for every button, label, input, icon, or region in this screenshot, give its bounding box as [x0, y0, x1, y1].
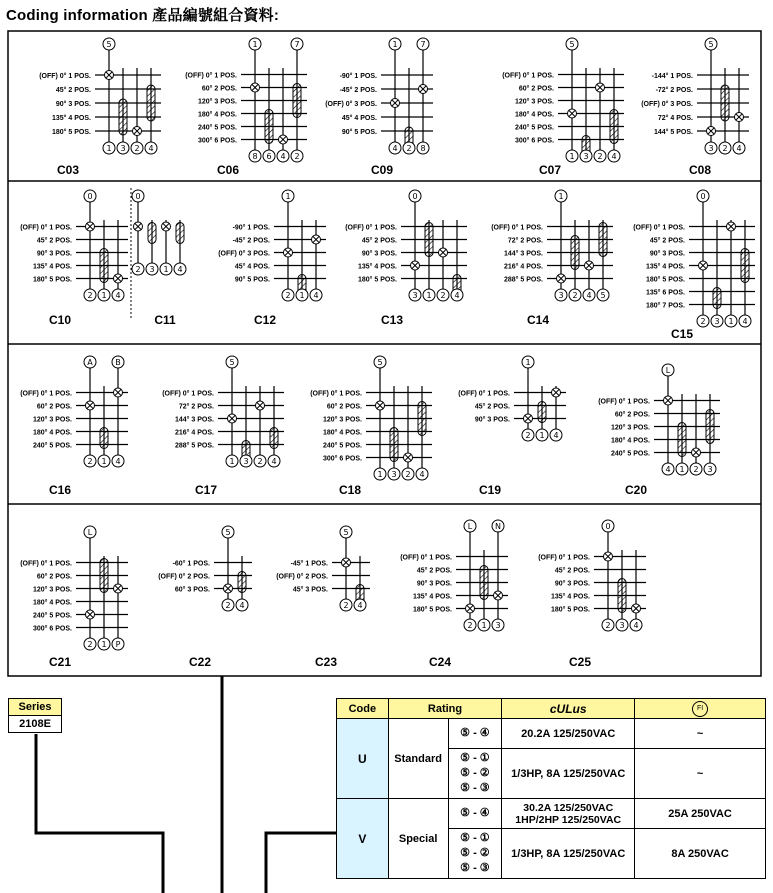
top-terminal-label: L: [665, 366, 671, 375]
position-label: 180° 4 POS.: [198, 111, 237, 119]
position-label: 240° 5 POS.: [611, 450, 650, 458]
bottom-terminal-label: 2: [405, 470, 411, 479]
position-label: 180° 4 POS.: [33, 599, 72, 607]
pin-pair: ⑤ - ①: [460, 832, 490, 844]
bridge-contact: [713, 288, 721, 309]
bottom-terminal-label: 3: [243, 457, 249, 466]
pin-pair: ⑤ - ②: [460, 767, 490, 779]
bridge-contact: [721, 85, 729, 121]
code-block-c17: [162, 356, 284, 497]
code-name: C24: [428, 655, 452, 669]
code-block-c20: [598, 364, 720, 497]
position-label: 60° 2 POS.: [36, 403, 72, 411]
top-terminal-label: B: [115, 358, 121, 367]
bridge-contact: [538, 402, 546, 423]
position-label: 288° 5 POS.: [504, 276, 543, 284]
bottom-terminal-label: 1: [299, 291, 305, 300]
code-block-c13: [345, 190, 467, 327]
position-label: 135° 6 POS.: [646, 289, 685, 297]
position-label: -90° 1 POS.: [232, 224, 270, 232]
code-name: C25: [568, 655, 592, 669]
bottom-terminal-label: 5: [600, 291, 606, 300]
code-block-c18: [310, 356, 432, 497]
position-label: (OFF) 0° 2 POS.: [276, 573, 328, 581]
bottom-terminal-label: 3: [558, 291, 564, 300]
bottom-terminal-label: 4: [633, 621, 639, 630]
bottom-terminal-label: 1: [106, 144, 112, 153]
position-label: 90° 5 POS.: [234, 276, 270, 284]
bridge-contact: [480, 566, 488, 600]
top-terminal-label: A: [87, 358, 93, 367]
position-label: -45° 2 POS.: [339, 87, 377, 94]
position-label: (OFF) 0° 1 POS.: [458, 390, 510, 398]
code-name: C20: [624, 483, 648, 497]
bottom-terminal-label: 1: [426, 291, 432, 300]
bottom-terminal-label: 4: [148, 144, 154, 153]
ul-rating: 20.2A 125/250VAC: [502, 719, 635, 749]
position-label: 45° 2 POS.: [474, 403, 510, 411]
top-terminal-label: 1: [558, 192, 564, 201]
bridge-contact: [418, 402, 426, 436]
bottom-terminal-label: 2: [285, 291, 291, 300]
series-box: [8, 698, 62, 733]
fi-rating: ~: [635, 749, 766, 799]
col-fi: [635, 699, 766, 719]
fi-logo: FI: [692, 701, 708, 717]
top-terminal-label: 1: [525, 358, 531, 367]
position-label: 300° 6 POS.: [198, 137, 237, 145]
code-name: C03: [56, 163, 80, 177]
position-label: -60° 1 POS.: [172, 560, 210, 568]
position-label: 120° 3 POS.: [515, 98, 554, 106]
position-label: 135° 4 POS.: [646, 263, 685, 271]
code-name: C18: [338, 483, 362, 497]
position-label: 144° 3 POS.: [175, 416, 214, 424]
position-label: 60° 2 POS.: [36, 573, 72, 581]
position-label: 90° 3 POS.: [554, 580, 590, 588]
bottom-terminal-label: 3: [619, 621, 625, 630]
top-terminal-label: 0: [605, 522, 611, 531]
ul-rating: 30.2A 125/250VAC 1HP/2HP 125/250VAC: [502, 799, 635, 829]
position-label: 45° 2 POS.: [55, 87, 91, 94]
bottom-terminal-label: 2: [440, 291, 446, 300]
position-label: (OFF) 0° 3 POS.: [641, 101, 693, 108]
series-value: 2108E: [19, 718, 51, 730]
code-block-c09: [325, 38, 433, 177]
bottom-terminal-label: 2: [225, 601, 231, 610]
bridge-contact: [100, 559, 108, 593]
bottom-terminal-label: 4: [280, 152, 286, 161]
top-terminal-label: 5: [377, 358, 383, 367]
code-block-c16: [20, 356, 128, 497]
position-label: 120° 3 POS.: [323, 416, 362, 424]
page-title: Coding information 產品編號組合資料:: [6, 7, 280, 24]
bottom-terminal-label: 1: [163, 265, 169, 274]
code-block-c25: [538, 520, 646, 669]
position-label: 60° 2 POS.: [614, 411, 650, 419]
position-label: (OFF) 0° 1 POS.: [502, 72, 554, 80]
bottom-terminal-label: 2: [597, 152, 603, 161]
top-terminal-label: N: [495, 522, 501, 531]
bridge-contact: [678, 423, 686, 457]
top-terminal-label: 1: [285, 192, 291, 201]
position-label: 300° 6 POS.: [515, 137, 554, 145]
bottom-terminal-label: 2: [134, 144, 140, 153]
bottom-terminal-label: 8: [420, 144, 426, 153]
pin-pairs: [448, 829, 502, 879]
position-label: 45° 2 POS.: [361, 237, 397, 245]
position-label: 90° 5 POS.: [341, 129, 377, 136]
position-label: 180° 5 POS.: [551, 606, 590, 614]
position-label: 45° 2 POS.: [554, 567, 590, 575]
position-label: 72° 4 POS.: [657, 115, 693, 122]
code-name: C12: [253, 313, 277, 327]
position-label: (OFF) 0° 1 POS.: [491, 224, 543, 232]
position-label: (OFF) 0° 1 POS.: [20, 390, 72, 398]
code-name: C07: [538, 163, 562, 177]
bottom-terminal-label: 3: [707, 465, 713, 474]
position-label: (OFF) 0° 1 POS.: [20, 560, 72, 568]
position-label: 72° 2 POS.: [178, 403, 214, 411]
bottom-terminal-label: 2: [257, 457, 263, 466]
position-label: 240° 5 POS.: [33, 442, 72, 450]
bottom-terminal-label: 2: [87, 291, 93, 300]
bridge-contact: [571, 236, 579, 270]
bottom-terminal-label: 2: [135, 265, 141, 274]
position-label: 90° 3 POS.: [474, 416, 510, 424]
bottom-terminal-label: 3: [391, 470, 397, 479]
position-label: 120° 3 POS.: [611, 424, 650, 432]
top-terminal-label: L: [467, 522, 473, 531]
position-label: 180° 4 POS.: [33, 429, 72, 437]
position-label: (OFF) 0° 3 POS.: [218, 250, 270, 258]
position-label: 90° 3 POS.: [36, 250, 72, 258]
bridge-contact: [610, 110, 618, 144]
bottom-terminal-label: 3: [120, 144, 126, 153]
code-name: C14: [526, 313, 550, 327]
ul-logo: cULus: [549, 701, 587, 716]
position-label: -45° 2 POS.: [232, 237, 270, 245]
ul-rating: 1/3HP, 8A 125/250VAC: [502, 829, 635, 879]
position-label: 240° 5 POS.: [198, 124, 237, 132]
position-label: (OFF) 0° 1 POS.: [598, 398, 650, 406]
position-label: 120° 3 POS.: [33, 416, 72, 424]
top-terminal-label: 5: [569, 40, 575, 49]
position-label: (OFF) 0° 1 POS.: [538, 554, 590, 562]
code-block-c11: [132, 190, 186, 327]
bottom-terminal-label: 4: [611, 152, 617, 161]
position-label: -72° 2 POS.: [655, 87, 693, 94]
position-label: (OFF) 0° 1 POS.: [310, 390, 362, 398]
code-name: C19: [478, 483, 502, 497]
position-label: 90° 3 POS.: [416, 580, 452, 588]
bottom-terminal-label: 3: [583, 152, 589, 161]
bridge-contact: [706, 410, 714, 444]
bottom-terminal-label: P: [115, 640, 121, 649]
top-terminal-label: L: [87, 528, 93, 537]
position-label: 135° 4 POS.: [413, 593, 452, 601]
code-name: C23: [314, 655, 338, 669]
bottom-terminal-label: 1: [101, 640, 107, 649]
pin-pair: ⑤ - ④: [448, 719, 502, 749]
top-terminal-label: 1: [252, 40, 258, 49]
top-terminal-label: 0: [87, 192, 93, 201]
bridge-contact: [100, 428, 108, 449]
position-label: (OFF) 0° 1 POS.: [39, 73, 91, 80]
position-label: 288° 5 POS.: [175, 442, 214, 450]
code-block-c24: [400, 520, 508, 669]
pin-pair: ⑤ - ③: [460, 862, 490, 874]
bridge-contact: [265, 110, 273, 144]
pin-pair: ⑤ - ①: [460, 752, 490, 764]
col-rating: Rating: [388, 699, 502, 719]
top-terminal-label: 0: [135, 192, 141, 201]
top-terminal-label: 7: [294, 40, 300, 49]
position-label: 45° 2 POS.: [416, 567, 452, 575]
top-terminal-label: 7: [420, 40, 426, 49]
bottom-terminal-label: 4: [736, 144, 742, 153]
top-terminal-label: 1: [392, 40, 398, 49]
top-terminal-label: 5: [229, 358, 235, 367]
bottom-terminal-label: 1: [377, 470, 383, 479]
bottom-terminal-label: 2: [294, 152, 300, 161]
position-label: 180° 5 POS.: [646, 276, 685, 284]
bottom-terminal-label: 4: [271, 457, 277, 466]
position-label: 180° 4 POS.: [323, 429, 362, 437]
bridge-contact: [390, 428, 398, 462]
top-terminal-label: 5: [106, 40, 112, 49]
position-label: 180° 7 POS.: [646, 302, 685, 310]
top-terminal-label: 0: [700, 192, 706, 201]
bottom-terminal-label: 4: [115, 291, 121, 300]
code-block-c08: [641, 38, 749, 177]
position-label: 135° 4 POS.: [52, 115, 91, 122]
position-label: -45° 1 POS.: [290, 560, 328, 568]
position-label: 90° 3 POS.: [55, 101, 91, 108]
position-label: 300° 6 POS.: [33, 625, 72, 633]
bridge-contact: [741, 249, 749, 283]
bottom-terminal-label: 4: [115, 457, 121, 466]
bottom-terminal-label: 4: [357, 601, 363, 610]
position-label: 180° 5 POS.: [358, 276, 397, 284]
fi-rating: ~: [635, 719, 766, 749]
position-label: -90° 1 POS.: [339, 73, 377, 80]
bridge-contact: [238, 572, 246, 593]
fi-rating: 25A 250VAC: [635, 799, 766, 829]
bottom-terminal-label: 2: [343, 601, 349, 610]
position-label: (OFF) 0° 1 POS.: [633, 224, 685, 232]
position-label: -144° 1 POS.: [651, 73, 693, 80]
bottom-terminal-label: 2: [572, 291, 578, 300]
col-code: Code: [337, 699, 389, 719]
bottom-terminal-label: 1: [481, 621, 487, 630]
position-label: 300° 6 POS.: [323, 455, 362, 463]
bottom-terminal-label: 4: [586, 291, 592, 300]
code-name: C11: [154, 313, 176, 327]
top-terminal-label: 5: [343, 528, 349, 537]
ul-rating: 1/3HP, 8A 125/250VAC: [502, 749, 635, 799]
bridge-contact: [176, 223, 184, 244]
bottom-terminal-label: 2: [722, 144, 728, 153]
position-label: 135° 4 POS.: [358, 263, 397, 271]
code-name: C10: [48, 313, 72, 327]
position-label: 240° 5 POS.: [323, 442, 362, 450]
position-label: 180° 4 POS.: [515, 111, 554, 119]
bottom-terminal-label: 2: [605, 621, 611, 630]
position-label: (OFF) 0° 1 POS.: [400, 554, 452, 562]
bottom-terminal-label: 4: [553, 431, 559, 440]
code-name: C06: [216, 163, 240, 177]
bottom-terminal-label: 4: [313, 291, 319, 300]
bridge-contact: [293, 84, 301, 118]
bottom-terminal-label: 4: [239, 601, 245, 610]
position-label: 120° 3 POS.: [33, 586, 72, 594]
position-label: 45° 2 POS.: [36, 237, 72, 245]
bridge-contact: [147, 85, 155, 121]
code-name: C17: [194, 483, 218, 497]
position-label: 135° 4 POS.: [33, 263, 72, 271]
series-connector: [36, 734, 163, 893]
bridge-contact: [270, 428, 278, 449]
code-name: C16: [48, 483, 72, 497]
bottom-terminal-label: 8: [252, 152, 258, 161]
bottom-terminal-label: 4: [419, 470, 425, 479]
position-label: 45° 4 POS.: [341, 115, 377, 122]
code-name: C22: [188, 655, 212, 669]
rating-type: Special: [388, 799, 448, 879]
code-block-c23: [276, 526, 370, 669]
top-terminal-label: 5: [225, 528, 231, 537]
code-block-c22: [158, 526, 252, 669]
fi-rating: 8A 250VAC: [635, 829, 766, 879]
position-label: 45° 4 POS.: [234, 263, 270, 271]
table-connector: [266, 833, 336, 893]
bottom-terminal-label: 4: [177, 265, 183, 274]
pin-pair: ⑤ - ④: [448, 799, 502, 829]
code-block-c12: [218, 190, 326, 327]
position-label: 120° 3 POS.: [198, 98, 237, 106]
position-label: 216° 4 POS.: [504, 263, 543, 271]
code-u: U: [337, 719, 389, 799]
position-label: (OFF) 0° 1 POS.: [162, 390, 214, 398]
position-label: 72° 2 POS.: [507, 237, 543, 245]
position-label: 90° 3 POS.: [361, 250, 397, 258]
bottom-terminal-label: 4: [454, 291, 460, 300]
code-block-c03: [39, 38, 161, 177]
pin-pairs: [448, 749, 502, 799]
bottom-terminal-label: 2: [87, 457, 93, 466]
bottom-terminal-label: 6: [266, 152, 272, 161]
bottom-terminal-label: 3: [412, 291, 418, 300]
position-label: (OFF) 0° 1 POS.: [185, 72, 237, 80]
bottom-terminal-label: 1: [101, 291, 107, 300]
bottom-terminal-label: 4: [665, 465, 671, 474]
code-block-c15: [633, 190, 755, 341]
position-label: 60° 2 POS.: [326, 403, 362, 411]
bottom-terminal-label: 2: [406, 144, 412, 153]
pin-pair: ⑤ - ②: [460, 847, 490, 859]
position-label: 60° 2 POS.: [518, 85, 554, 93]
bottom-terminal-label: 2: [700, 317, 706, 326]
rating-table: [336, 698, 766, 879]
code-name: C09: [370, 163, 394, 177]
position-label: 180° 4 POS.: [611, 437, 650, 445]
code-block-c21: [20, 526, 128, 669]
bottom-terminal-label: 1: [539, 431, 545, 440]
position-label: 144° 3 POS.: [504, 250, 543, 258]
code-block-c19: [458, 356, 566, 497]
bottom-terminal-label: 1: [229, 457, 235, 466]
code-block-c10: [20, 190, 128, 327]
position-label: 180° 5 POS.: [33, 276, 72, 284]
position-label: (OFF) 0° 1 POS.: [20, 224, 72, 232]
position-label: 180° 5 POS.: [52, 129, 91, 136]
position-label: 216° 4 POS.: [175, 429, 214, 437]
position-label: (OFF) 0° 2 POS.: [158, 573, 210, 581]
bridge-contact: [148, 223, 156, 244]
position-label: 90° 3 POS.: [649, 250, 685, 258]
bottom-terminal-label: 3: [149, 265, 155, 274]
top-terminal-label: 0: [412, 192, 418, 201]
code-name: C08: [688, 163, 712, 177]
bridge-contact: [119, 99, 127, 135]
position-label: 240° 5 POS.: [515, 124, 554, 132]
bottom-terminal-label: 4: [392, 144, 398, 153]
position-label: 180° 5 POS.: [413, 606, 452, 614]
position-label: 45° 2 POS.: [649, 237, 685, 245]
bottom-terminal-label: 2: [693, 465, 699, 474]
code-name: C13: [380, 313, 404, 327]
bottom-terminal-label: 3: [495, 621, 501, 630]
col-ul: [502, 699, 635, 719]
bottom-terminal-label: 3: [714, 317, 720, 326]
position-label: (OFF) 0° 1 POS.: [345, 224, 397, 232]
bridge-contact: [599, 223, 607, 257]
bottom-terminal-label: 1: [101, 457, 107, 466]
position-label: 135° 4 POS.: [551, 593, 590, 601]
bridge-contact: [425, 223, 433, 257]
position-label: 144° 5 POS.: [654, 129, 693, 136]
code-v: V: [337, 799, 389, 879]
rating-type: Standard: [388, 719, 448, 799]
bottom-terminal-label: 1: [728, 317, 734, 326]
top-terminal-label: 5: [708, 40, 714, 49]
code-name: C15: [670, 327, 694, 341]
bottom-terminal-label: 1: [679, 465, 685, 474]
bridge-contact: [618, 579, 626, 613]
code-block-c07: [502, 38, 624, 177]
code-block-c06: [185, 38, 307, 177]
position-label: 60° 3 POS.: [174, 586, 210, 594]
position-label: 240° 5 POS.: [33, 612, 72, 620]
code-name: C21: [48, 655, 72, 669]
position-label: (OFF) 0° 3 POS.: [325, 101, 377, 108]
position-label: 45° 3 POS.: [292, 586, 328, 594]
bottom-terminal-label: 2: [87, 640, 93, 649]
bottom-terminal-label: 4: [742, 317, 748, 326]
bottom-terminal-label: 3: [708, 144, 714, 153]
bottom-terminal-label: 1: [569, 152, 575, 161]
pin-pair: ⑤ - ③: [460, 782, 490, 794]
code-block-c14: [491, 190, 613, 327]
series-header: Series: [9, 699, 61, 716]
position-label: 60° 2 POS.: [201, 85, 237, 93]
bridge-contact: [100, 249, 108, 283]
bottom-terminal-label: 2: [467, 621, 473, 630]
bottom-terminal-label: 2: [525, 431, 531, 440]
